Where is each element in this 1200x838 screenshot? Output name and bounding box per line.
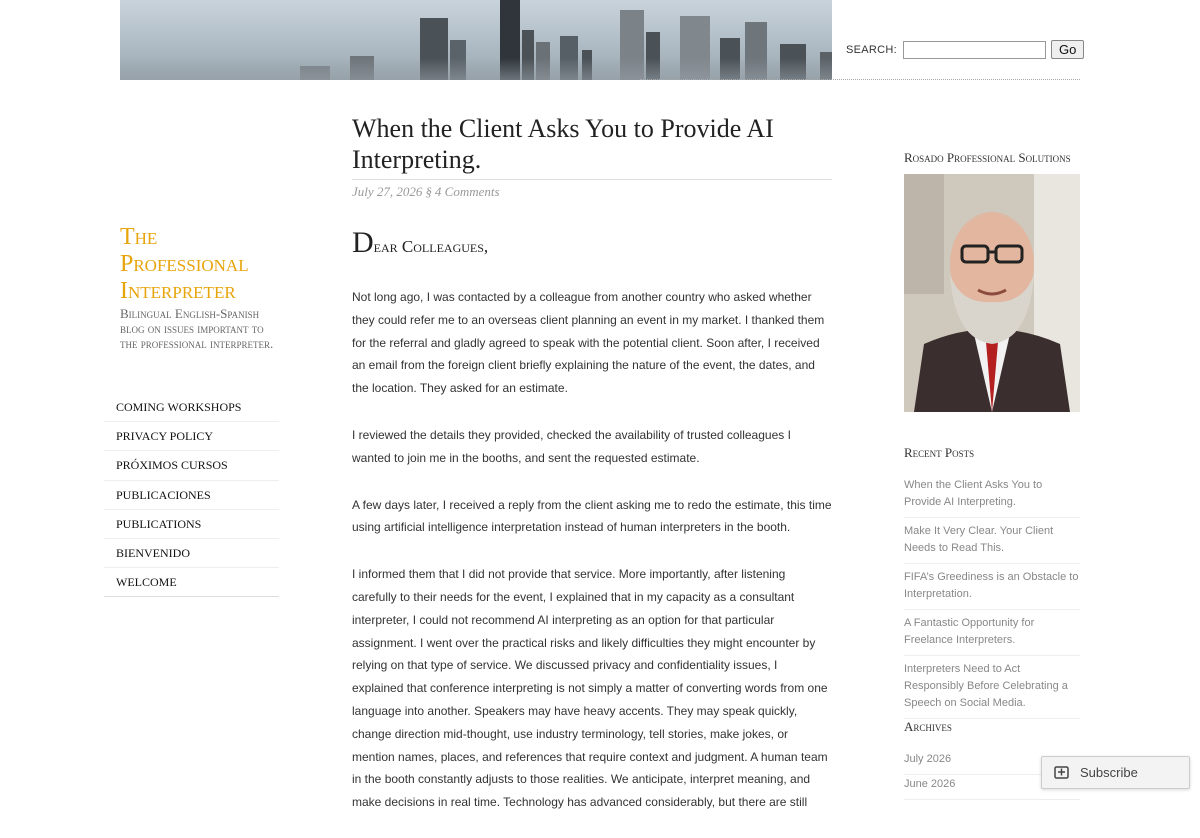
page-menu [104,393,279,597]
archive-link[interactable]: June 2026 [904,776,1080,800]
subscribe-button[interactable] [1041,756,1190,789]
site-title[interactable]: The Professional Interpreter [120,224,249,304]
post-meta [352,184,500,200]
post-content [352,286,832,838]
post-paragraph: I informed them that I did not provide that service. More importantly, after listening carefully to their needs for the event, I explained that in my capacity as a consultant interpreter, I could not recommend AI interpreting as an option for that particular assignment. I went over the practical risks and likely difficulties they might encounter by relying on that type of service. We discussed privacy and confidentiality issues, I explained that conference interpreting is not simply a matter of converting words from one language into another. Speakers may have heavy accents. They may speak quickly, change direction mid-thought, use industry terminology, tell stories, make jokes, or mention names, places, and references that require context and judgment. A human team in the booth constantly adjusts to those realities. We anticipate, interpret meaning, and make decisions in real time. Technology has advanced considerably, but there are still [352,567,828,810]
post-paragraph: Not long ago, I was contacted by a colleague from another country who asked whether they could refer me to an overseas client planning an event in my market. I thanked them for the referral and gladly agreed to speak with the potential client. Soon after, I received an email from the foreign client briefly explaining the nature of the event, the dates, and the location. They asked for an estimate. [352,290,825,396]
search-form [846,40,1084,59]
menu-item-coming-workshops[interactable]: COMING WORKSHOPS [104,393,279,422]
recent-post-link[interactable]: A Fantastic Opportunity for Freelance Interpreters. [904,615,1080,656]
menu-item-publicaciones[interactable]: PUBLICACIONES [104,481,279,510]
post-paragraph: I reviewed the details they provided, checked the availability of trusted colleagues I wanted to join me in the booths, and sent the requested estimate. [352,427,791,465]
menu-item-welcome[interactable]: WELCOME [104,568,279,597]
subscribe-icon [1054,766,1071,780]
profile-photo-illustration [904,174,1080,412]
recent-posts-title: Recent Posts [904,445,975,460]
post-greeting [352,226,488,260]
post-paragraph: A few days later, I received a reply from the client asking me to redo the estimate, this time using artificial intelligence interpretation instead of human interpreters in the booth. [352,497,832,535]
archive-link[interactable]: July 2026 [904,751,1080,775]
recent-post-link[interactable]: When the Client Asks You to Provide AI Interpreting. [904,477,1080,518]
menu-item-bienvenido[interactable]: BIENVENIDO [104,539,279,568]
post-meta-divider [352,179,832,180]
menu-item-proximos-cursos[interactable]: PRÓXIMOS CURSOS [104,451,279,480]
header-banner-image[interactable] [120,0,832,80]
subscribe-label: Subscribe [1080,765,1138,780]
header-divider [640,79,1080,80]
recent-post-link[interactable]: FIFA’s Greediness is an Obstacle to Interpretation. [904,569,1080,610]
recent-post-link[interactable]: Make It Very Clear. Your Client Needs to Read This. [904,523,1080,564]
search-go-button[interactable]: Go [1051,40,1084,59]
recent-post-link[interactable]: Interpreters Need to Act Responsibly Before Celebrating a Speech on Social Media. [904,661,1080,719]
profile-photo[interactable] [904,174,1080,412]
recent-posts-list [904,477,1080,724]
site-description: Bilingual English-Spanish blog on issues important to the professional interpreter. [120,306,274,351]
meta-separator: § [425,184,432,199]
post-title[interactable]: When the Client Asks You to Provide AI Interpreting. [352,114,774,174]
greeting-initial: D [352,226,374,259]
search-label: SEARCH: [846,43,897,56]
post-comments-link[interactable]: 4 Comments [434,184,500,199]
menu-item-privacy-policy[interactable]: PRIVACY POLICY [104,422,279,451]
profile-widget-title: Rosado Professional Solutions [904,150,1071,165]
post-date[interactable]: July 27, 2026 [352,184,423,199]
menu-item-publications[interactable]: PUBLICATIONS [104,510,279,539]
search-input[interactable] [903,41,1046,59]
greeting-text: ear Colleagues, [373,237,489,256]
archives-title: Archives [904,719,952,734]
